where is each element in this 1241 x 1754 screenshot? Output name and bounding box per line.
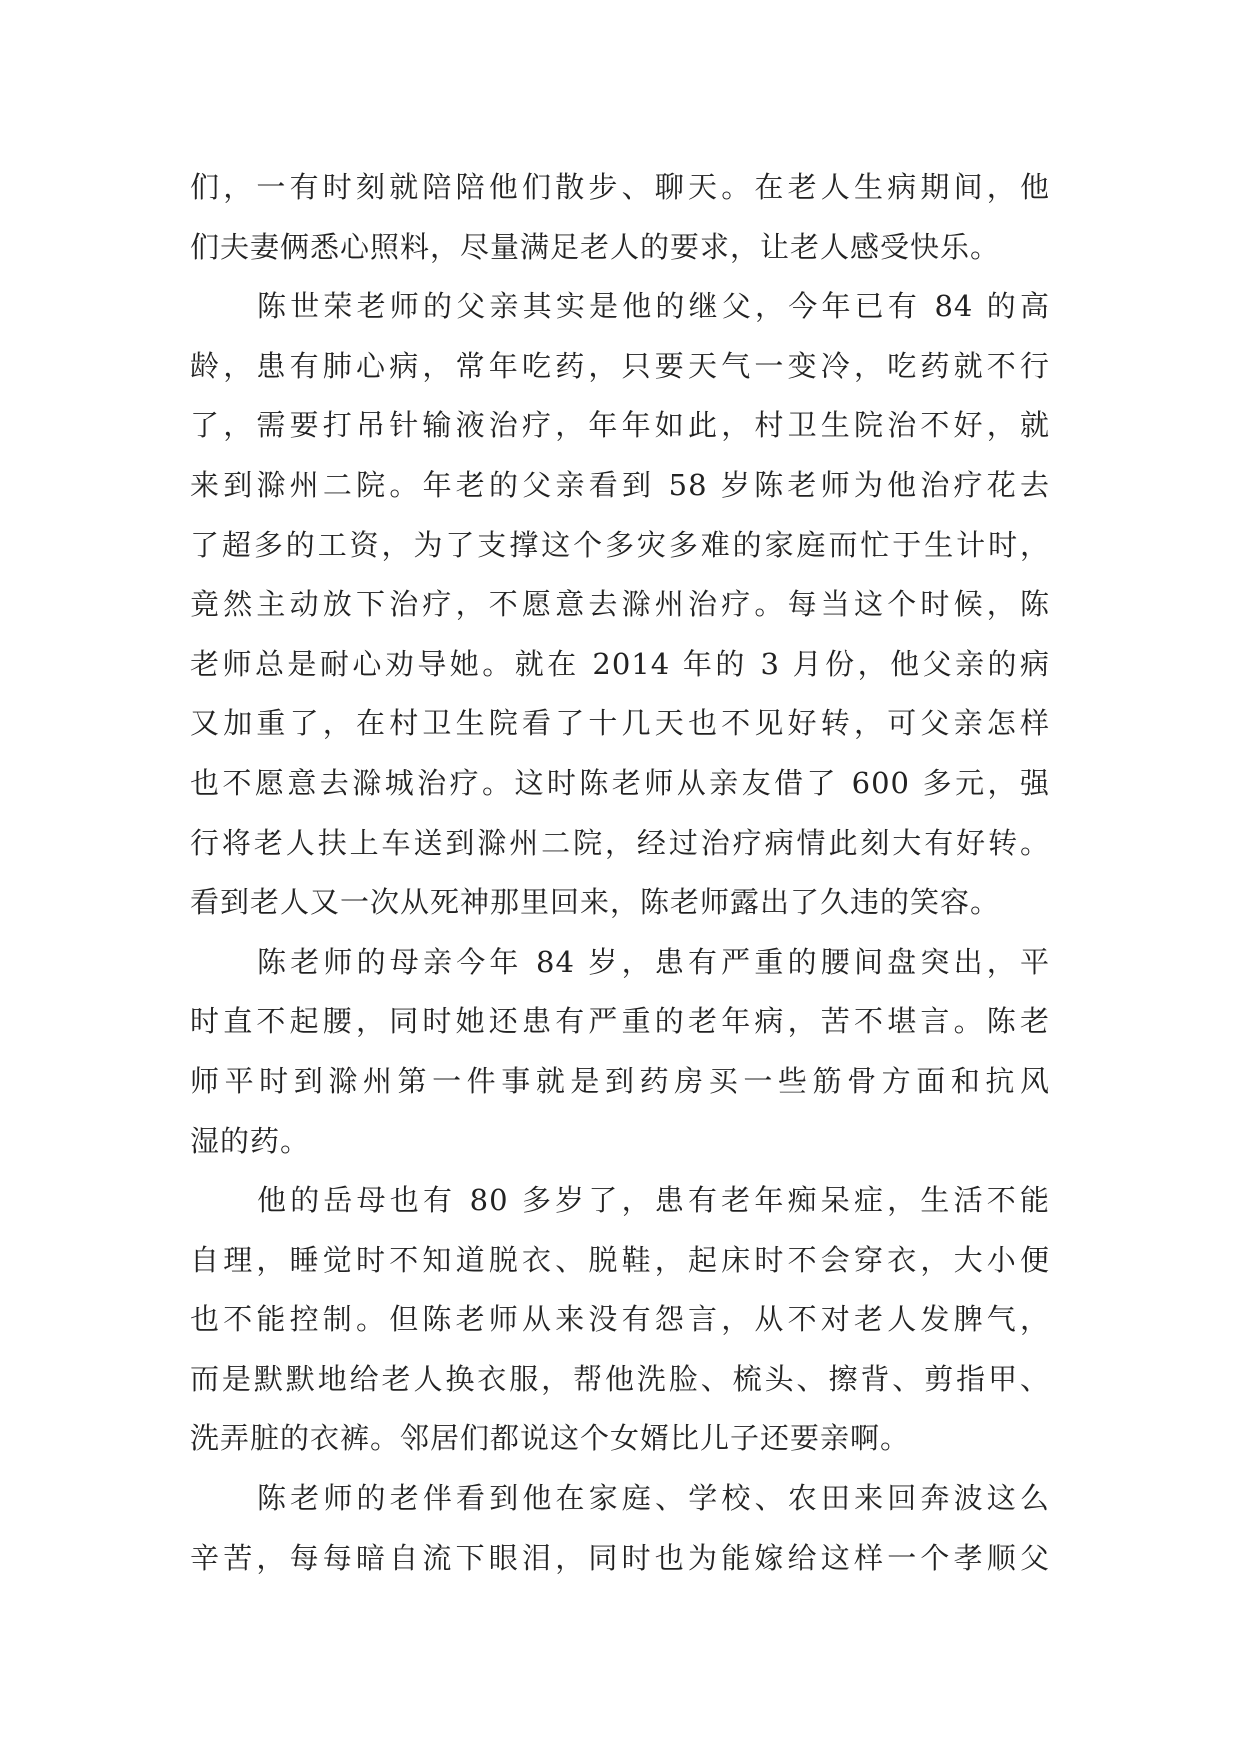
text-line: 时直不起腰，同时她还患有严重的老年病，苦不堪言。陈老 <box>190 1004 1050 1039</box>
text-line: 老师总是耐心劝导她。就在 2014 年的 3 月份，他父亲的病 <box>190 646 1050 681</box>
text-line: 竟然主动放下治疗，不愿意去滁州治疗。每当这个时候，陈 <box>190 587 1050 622</box>
text-line: 自理，睡觉时不知道脱衣、脱鞋，起床时不会穿衣，大小便 <box>190 1242 1050 1277</box>
text-line: 也不愿意去滁城治疗。这时陈老师从亲友借了 600 多元，强 <box>190 765 1050 800</box>
text-line: 们，一有时刻就陪陪他们散步、聊天。在老人生病期间，他 <box>190 170 1050 204</box>
text-line: 陈老师的老伴看到他在家庭、学校、农田来回奔波这么 <box>257 1481 1050 1516</box>
text-line: 们夫妻俩悉心照料，尽量满足老人的要求，让老人感受快乐。 <box>190 229 1001 264</box>
text-line: 洗弄脏的衣裤。邻居们都说这个女婿比儿子还要亲啊。 <box>190 1421 911 1456</box>
text-line: 陈世荣老师的父亲其实是他的继父，今年已有 84 的高 <box>257 289 1050 324</box>
text-line: 来到滁州二院。年老的父亲看到 58 岁陈老师为他治疗花去 <box>190 467 1050 502</box>
text-line: 行将老人扶上车送到滁州二院，经过治疗病情此刻大有好转。 <box>190 825 1050 860</box>
text-line: 湿的药。 <box>190 1123 311 1158</box>
text-line: 又加重了，在村卫生院看了十几天也不见好转，可父亲怎样 <box>190 706 1050 741</box>
text-line: 他的岳母也有 80 多岁了，患有老年痴呆症，生活不能 <box>257 1183 1050 1218</box>
document-body <box>190 158 1050 1588</box>
text-line: 了超多的工资，为了支撑这个多灾多难的家庭而忙于生计时， <box>190 527 1050 562</box>
text-line: 了，需要打吊针输液治疗，年年如此，村卫生院治不好，就 <box>190 408 1050 443</box>
text-line: 龄，患有肺心病，常年吃药，只要天气一变冷，吃药就不行 <box>190 348 1050 383</box>
text-line: 看到老人又一次从死神那里回来，陈老师露出了久违的笑容。 <box>190 885 1001 920</box>
text-line: 而是默默地给老人换衣服，帮他洗脸、梳头、擦背、剪指甲、 <box>190 1361 1050 1396</box>
text-line: 陈老师的母亲今年 84 岁，患有严重的腰间盘突出，平 <box>257 944 1050 979</box>
text-line: 也不能控制。但陈老师从来没有怨言，从不对老人发脾气， <box>190 1302 1050 1337</box>
text-line: 辛苦，每每暗自流下眼泪，同时也为能嫁给这样一个孝顺父 <box>190 1540 1050 1575</box>
text-line: 师平时到滁州第一件事就是到药房买一些筋骨方面和抗风 <box>190 1063 1050 1098</box>
